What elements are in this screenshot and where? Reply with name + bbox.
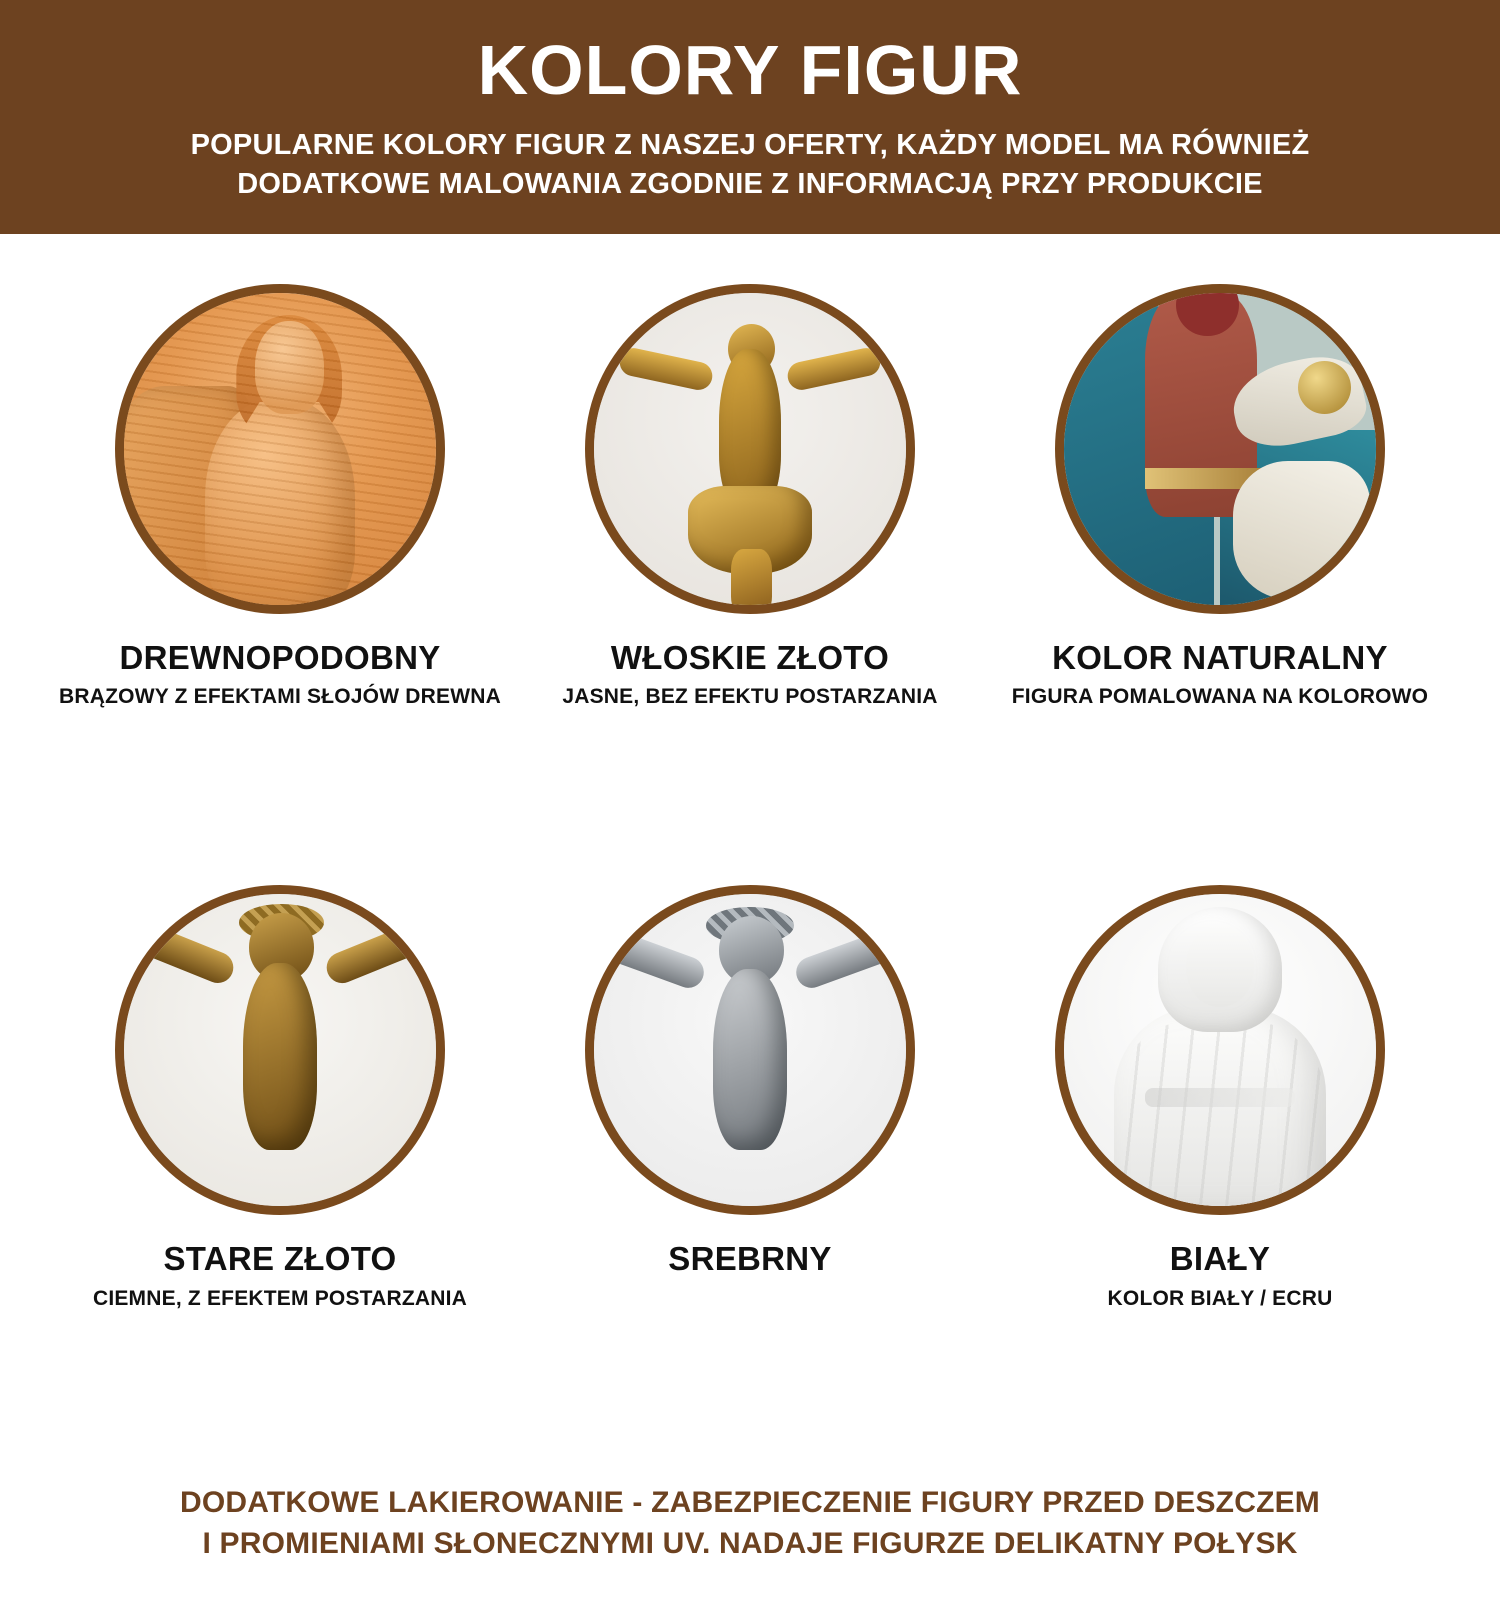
swatch-item-wloskie-zloto xyxy=(520,270,980,872)
swatch-description: CIEMNE, Z EFEKTEM POSTARZANIA xyxy=(92,1286,468,1310)
header-subtitle-line-1: POPULARNE KOLORY FIGUR Z NASZEJ OFERTY, KAŻDY MODEL MA RÓWNIEŻ xyxy=(190,128,1310,161)
header-subtitle xyxy=(90,126,1410,204)
swatch-caption-bialy xyxy=(1108,1241,1333,1310)
swatch-description: BRĄZOWY Z EFEKTAMI SŁOJÓW DREWNA xyxy=(59,685,501,709)
swatch-name: BIAŁY xyxy=(1169,1240,1271,1278)
swatch-name: KOLOR NATURALNY xyxy=(1052,638,1388,676)
footer-line-1: DODATKOWE LAKIEROWANIE - ZABEZPIECZENIE FIGURY PRZED DESZCZEM xyxy=(180,1486,1320,1519)
swatch-name: WŁOSKIE ZŁOTO xyxy=(610,638,890,676)
footer-note xyxy=(0,1473,1500,1600)
footer-line-2: I PROMIENIAMI SŁONECZNYMI UV. NADAJE FIGURZE DELIKATNY POŁYSK xyxy=(202,1526,1298,1560)
swatch-caption-srebrny xyxy=(668,1241,831,1286)
header-banner xyxy=(0,0,1500,234)
swatch-image-drewnopodobny xyxy=(115,284,445,614)
swatch-caption-kolor-naturalny xyxy=(1012,640,1428,709)
swatch-description: JASNE, BEZ EFEKTU POSTARZANIA xyxy=(562,685,938,709)
swatch-caption-drewnopodobny xyxy=(59,640,501,709)
swatch-caption-wloskie-zloto xyxy=(562,640,937,709)
page-title: KOLORY FIGUR xyxy=(477,31,1023,109)
white-madonna-illustration xyxy=(1064,894,1376,1206)
painted-figure-illustration xyxy=(1064,293,1376,605)
swatch-name: SREBRNY xyxy=(668,1240,832,1278)
swatch-item-drewnopodobny xyxy=(50,270,510,872)
swatch-item-kolor-naturalny xyxy=(990,270,1450,872)
swatch-image-kolor-naturalny xyxy=(1055,284,1385,614)
swatch-image-stare-zloto xyxy=(115,885,445,1215)
swatch-description: KOLOR BIAŁY / ECRU xyxy=(1107,1286,1333,1310)
swatch-item-bialy xyxy=(990,871,1450,1473)
italian-gold-crucifix-illustration xyxy=(594,293,906,605)
swatch-name: DREWNOPODOBNY xyxy=(119,638,441,676)
wood-figure-illustration xyxy=(124,293,436,605)
silver-crucifix-illustration xyxy=(594,894,906,1206)
swatch-item-stare-zloto xyxy=(50,871,510,1473)
swatch-item-srebrny xyxy=(520,871,980,1473)
swatch-image-bialy xyxy=(1055,885,1385,1215)
old-gold-crucifix-illustration xyxy=(124,894,436,1206)
swatch-image-srebrny xyxy=(585,885,915,1215)
header-subtitle-line-2: DODATKOWE MALOWANIA ZGODNIE Z INFORMACJĄ PRZY PRODUKCIE xyxy=(237,167,1263,200)
swatch-description: FIGURA POMALOWANA NA KOLOROWO xyxy=(1011,685,1429,709)
swatch-caption-stare-zloto xyxy=(93,1241,467,1310)
swatch-name: STARE ZŁOTO xyxy=(163,1240,397,1278)
swatch-image-wloskie-zloto xyxy=(585,284,915,614)
color-swatch-grid xyxy=(0,234,1500,1473)
